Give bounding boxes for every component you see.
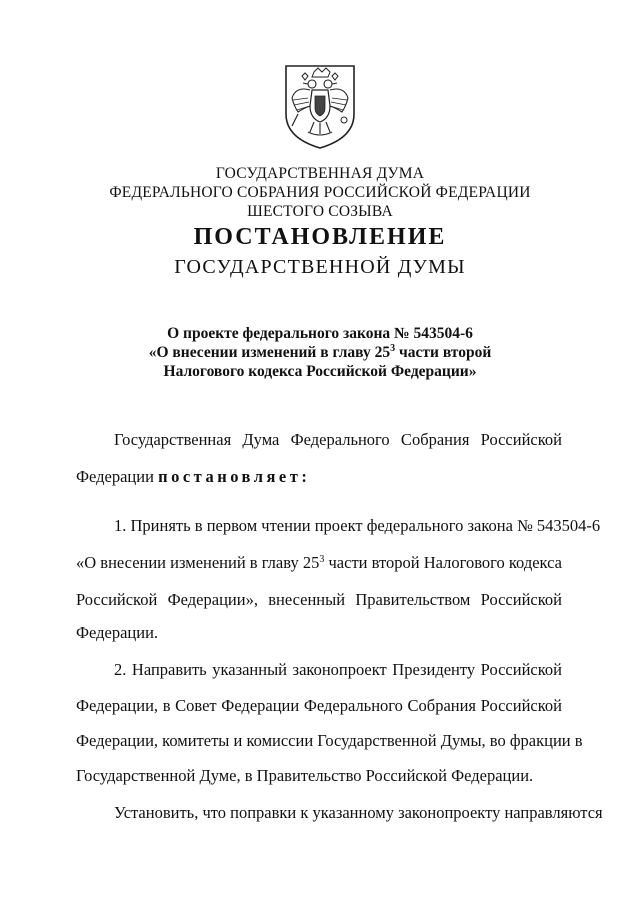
document-type-title: ПОСТАНОВЛЕНИЕ (193, 224, 447, 250)
subject-superscript: 3 (390, 343, 396, 354)
preamble-text-2: Федерации (76, 467, 159, 486)
coat-of-arms-emblem (280, 62, 360, 150)
p3-text-1: Установить, что поправки к указанному законопроекту направляются (114, 803, 603, 822)
p1-text-1: 1. Принять в первом чтении проект федерального закона № 543504-6 (114, 516, 601, 535)
p2-text-1: 2. Направить указанный законопроект Президенту Российской (114, 660, 562, 679)
paragraph-1-line-2 (76, 553, 562, 573)
issuer-header (0, 164, 640, 221)
header-line-3: ШЕСТОГО СОЗЫВА (247, 203, 393, 220)
resolves-word: постановляет: (158, 467, 311, 486)
paragraph-1-line-1 (76, 516, 601, 536)
subject-line-3: Налогового кодекса Российской Федерации» (163, 363, 477, 380)
document-issuer-title: ГОСУДАРСТВЕННОЙ ДУМЫ (174, 256, 466, 278)
paragraph-1-line-3: Российской Федерации», внесенный Правительством Российской (76, 590, 562, 609)
paragraph-2-line-4: Государственной Думе, в Правительство Российской Федерации. (76, 766, 534, 785)
header-line-1: ГОСУДАРСТВЕННАЯ ДУМА (215, 165, 425, 182)
paragraph-2-line-3: Федерации, комитеты и комиссии Государственной Думы, во фракции в (76, 731, 583, 750)
paragraph-1-line-4: Федерации. (76, 623, 159, 642)
paragraph-3-line-1 (76, 803, 603, 823)
preamble-text-1: Государственная Дума Федерального Собрания Российской (114, 430, 562, 449)
document-subject (0, 324, 640, 381)
paragraph-2-line-2: Федерации, в Совет Федерации Федерального Собрания Российской (76, 696, 562, 715)
subject-line-2-text: «О внесении изменений в главу 25 (148, 344, 391, 361)
subject-line-2-tail: части второй (395, 344, 492, 361)
subject-line-2 (0, 343, 640, 362)
header-line-2: ФЕДЕРАЛЬНОГО СОБРАНИЯ РОССИЙСКОЙ ФЕДЕРАЦИИ (109, 184, 531, 201)
p1-superscript: 3 (319, 554, 325, 565)
preamble-line-1 (76, 430, 562, 450)
paragraph-2-line-1 (76, 660, 562, 680)
p1-text-2: «О внесении изменений в главу 25 (76, 553, 320, 572)
preamble-line-2 (76, 467, 562, 487)
subject-line-1: О проекте федерального закона № 543504-6 (167, 325, 473, 342)
p1-text-2-tail: части второй Налогового кодекса (324, 553, 563, 572)
